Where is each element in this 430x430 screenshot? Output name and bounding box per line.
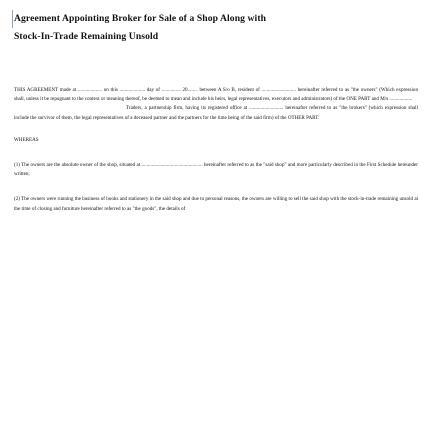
whereas-heading: WHEREAS xyxy=(14,136,39,143)
clause-2: (2) The owners were running the business of books and stationery in the said shop and due to personal reasons, the owners are willing to sell the said shop with the stock-in-trade remaining unsold at the time of closing and furniture hereinafter referred to as "the goods", the details of xyxy=(14,196,418,212)
title-line-2: Stock-In-Trade Remaining Unsold xyxy=(14,31,159,42)
title-line-1: Agreement Appointing Broker for Sale of a Shop Along with xyxy=(12,10,418,28)
traders-paragraph: Traders, a partnership firm, having its registered office at ........................... hereinafter referred to as "the brokers" (which expression shall include the survivor of them, the legal representatives of a deceased partner and the partners for the time being of the said firm) of the OTHER PART: xyxy=(14,105,418,121)
document-body xyxy=(14,86,418,214)
intro-paragraph: THIS AGREEMENT made at ................... on this .................... day of ............... 20........ between A S/o B, resident of ........................... hereinafter referred to as "the owners" (Which expression shall, unless it be repugnant to the context or meaning thereof, be deemed to mean and include his heirs, legal representatives, executors and administrators) of the ONE PART and M/s .................. xyxy=(14,87,418,103)
clause-1: (1) The owners are the absolute owner of the shop, situated at ................................................ hereinafter referred to as the "said shop" and more particularly described in the First Schedule hereunder written; xyxy=(14,162,418,178)
document-title xyxy=(14,10,418,46)
